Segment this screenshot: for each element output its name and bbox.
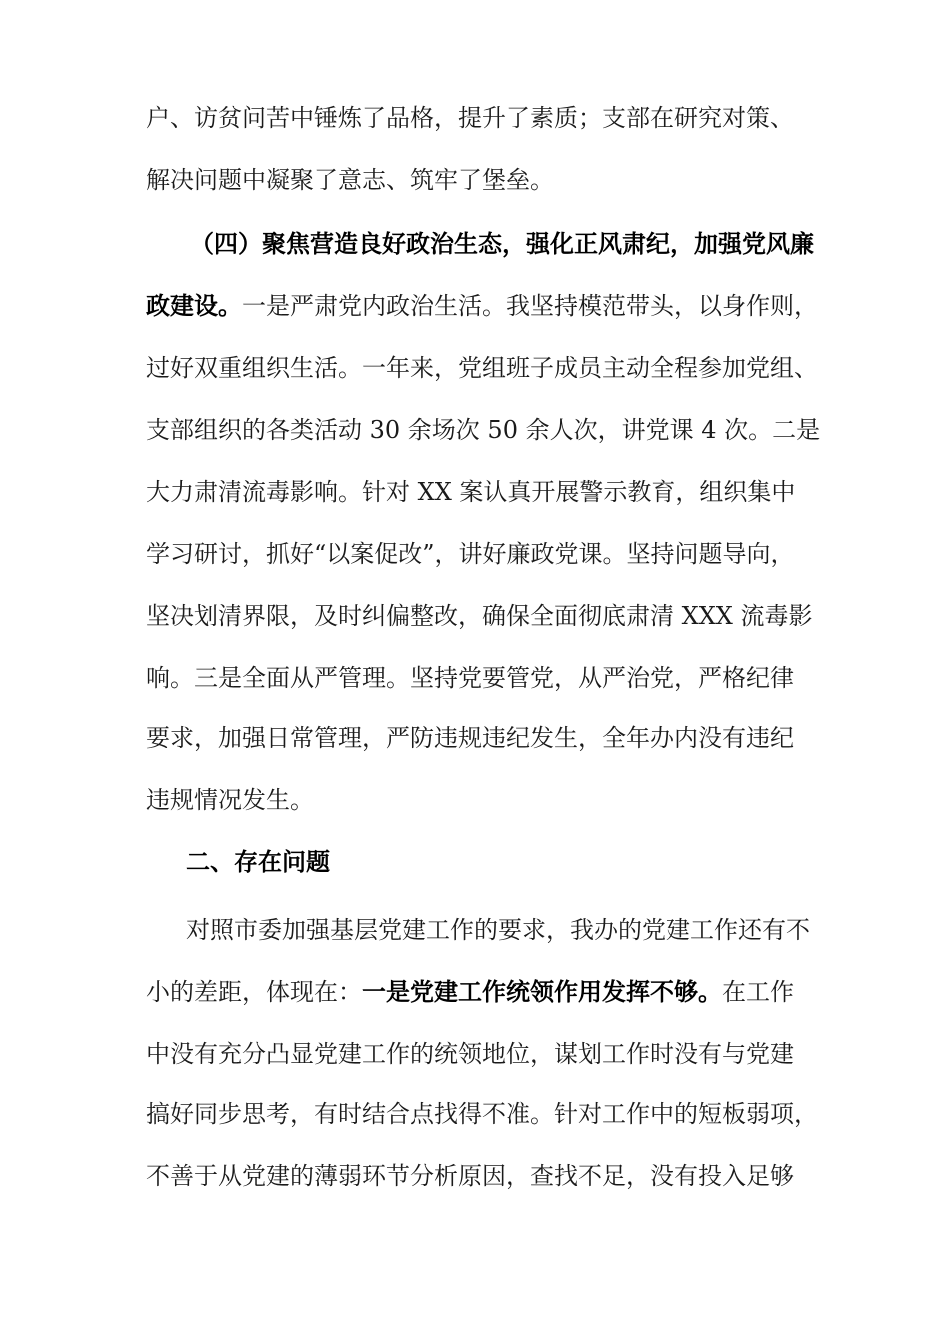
text-run: 解决问题中凝聚了意志、筑牢了堡垒。 xyxy=(146,166,554,194)
text-run: 对照市委加强基层党建工作的要求，我办的党建工作还有不 xyxy=(186,916,810,944)
text-run: 支部组织的各类活动 30 余场次 50 余人次，讲党课 4 次。二是 xyxy=(146,416,821,444)
text-line-17 xyxy=(146,1098,836,1130)
heading-text: 二、存在问题 xyxy=(186,847,330,876)
section-heading-4 xyxy=(190,228,836,260)
text-line-8 xyxy=(146,538,836,570)
text-line-5 xyxy=(146,352,836,384)
text-run: 不善于从党建的薄弱环节分析原因，查找不足，没有投入足够 xyxy=(146,1162,794,1190)
text-line-1 xyxy=(146,102,836,134)
heading-text-continued: 政建设。 xyxy=(146,291,242,320)
text-run: 在工作 xyxy=(722,978,794,1006)
text-line-11 xyxy=(146,722,836,754)
text-line-16 xyxy=(146,1038,836,1070)
bold-text-run: 一是党建工作统领作用发挥不够。 xyxy=(362,977,722,1006)
text-run: 要求，加强日常管理，严防违规违纪发生，全年办内没有违纪 xyxy=(146,724,794,752)
text-run: 户、访贫问苦中锤炼了品格，提升了素质；支部在研究对策、 xyxy=(146,104,794,132)
text-line-6 xyxy=(146,414,836,446)
text-run: 学习研讨，抓好“以案促改”，讲好廉政党课。坚持问题导向， xyxy=(146,540,795,568)
text-run: 坚决划清界限，及时纠偏整改，确保全面彻底肃清 XXX 流毒影 xyxy=(146,602,813,630)
text-run: 过好双重组织生活。一年来，党组班子成员主动全程参加党组、 xyxy=(146,354,818,382)
text-run: 中没有充分凸显党建工作的统领地位，谋划工作时没有与党建 xyxy=(146,1040,794,1068)
text-line-2 xyxy=(146,164,836,196)
section-heading-2 xyxy=(186,846,836,878)
text-line-14 xyxy=(186,914,836,946)
heading-text: （四）聚焦营造良好政治生态，强化正风肃纪，加强党风廉 xyxy=(190,229,814,258)
text-line-12 xyxy=(146,784,836,816)
text-run: 大力肃清流毒影响。针对 XX 案认真开展警示教育，组织集中 xyxy=(146,478,796,506)
text-run: 小的差距，体现在： xyxy=(146,978,362,1006)
text-run: 响。三是全面从严管理。坚持党要管党，从严治党，严格纪律 xyxy=(146,664,794,692)
text-run: 搞好同步思考，有时结合点找得不准。针对工作中的短板弱项， xyxy=(146,1100,818,1128)
text-line-18 xyxy=(146,1160,836,1192)
text-run: 一是严肃党内政治生活。我坚持模范带头，以身作则， xyxy=(242,292,818,320)
text-run: 违规情况发生。 xyxy=(146,786,314,814)
text-line-15 xyxy=(146,976,836,1008)
text-line-7 xyxy=(146,476,836,508)
text-line-4 xyxy=(146,290,836,322)
text-line-10 xyxy=(146,662,836,694)
text-line-9 xyxy=(146,600,836,632)
